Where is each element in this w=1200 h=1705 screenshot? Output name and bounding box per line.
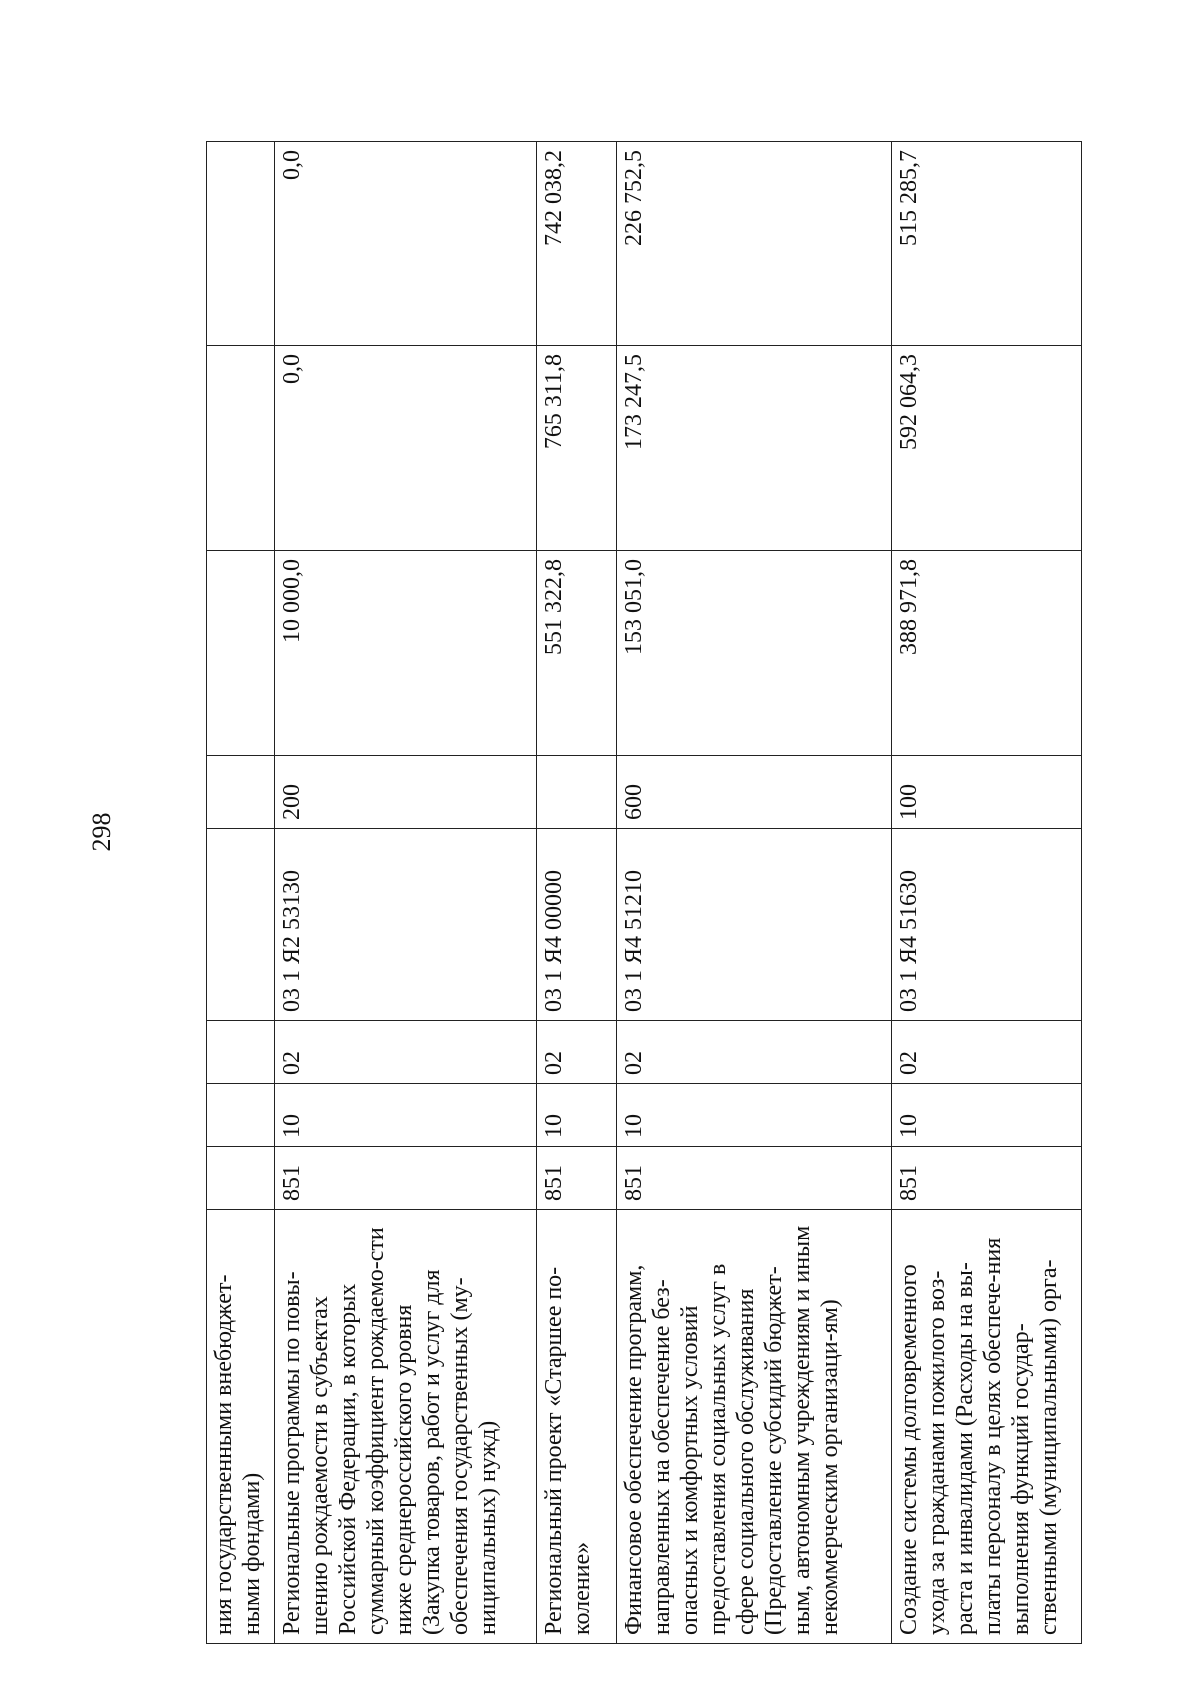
row-description: Создание системы долговременного ухода за гражданами пожилого воз-раста и инвалидами (Расходы на вы-платы персоналу в целях обеспече-ния выполнения функций государ-ственными (муниципальными) орга- [892, 1210, 1082, 1644]
amount-year-1: 388 971,8 [892, 551, 1082, 756]
row-description: ния государственными внебюджет-ными фондами) [207, 1210, 275, 1644]
budget-table [206, 141, 1082, 1644]
target-article-code: 03 1 Я4 51630 [892, 829, 1082, 1021]
row-description: Региональный проект «Старшее по-коление» [537, 1210, 617, 1644]
amount-year-2 [207, 346, 275, 551]
amount-year-3: 515 285,7 [892, 142, 1082, 346]
subsection-code: 02 [275, 1021, 537, 1084]
amount-year-2: 173 247,5 [617, 346, 892, 551]
amount-year-3: 226 752,5 [617, 142, 892, 346]
section-code: 10 [275, 1084, 537, 1147]
section-code: 10 [892, 1084, 1082, 1147]
section-code [207, 1084, 275, 1147]
target-article-code: 03 1 Я4 51210 [617, 829, 892, 1021]
row-description: Региональные программы по повы-шению рождаемости в субъектах Российской Федерации, в которых суммарный коэффициент рождаемо-сти ниже среднероссийского уровня (Закупка товаров, работ и услуг для обеспечения государственных (му-ниципальных) нужд) [275, 1210, 537, 1644]
amount-year-3: 742 038,2 [537, 142, 617, 346]
section-code: 10 [617, 1084, 892, 1147]
rotated-table-container [206, 142, 1081, 1644]
expense-type-code: 600 [617, 756, 892, 829]
target-article-code [207, 829, 275, 1021]
subsection-code: 02 [617, 1021, 892, 1084]
amount-year-1: 153 051,0 [617, 551, 892, 756]
row-description: Финансовое обеспечение программ, направленных на обеспечение без-опасных и комфортных условий предоставления социальных услуг в сфере социального обслуживания (Предоставление субсидий бюджет-ным, автономным учреждениям и иным некоммерческим организаци-ям) [617, 1210, 892, 1644]
expense-type-code: 200 [275, 756, 537, 829]
subsection-code: 02 [537, 1021, 617, 1084]
table-row [617, 142, 892, 1644]
ministry-code: 851 [275, 1147, 537, 1210]
ministry-code: 851 [617, 1147, 892, 1210]
expense-type-code [537, 756, 617, 829]
table-row [275, 142, 537, 1644]
ministry-code [207, 1147, 275, 1210]
amount-year-2: 765 311,8 [537, 346, 617, 551]
amount-year-1 [207, 551, 275, 756]
target-article-code: 03 1 Я4 00000 [537, 829, 617, 1021]
amount-year-2: 0,0 [275, 346, 537, 551]
table-row [207, 142, 275, 1644]
target-article-code: 03 1 Я2 53130 [275, 829, 537, 1021]
ministry-code: 851 [892, 1147, 1082, 1210]
expense-type-code [207, 756, 275, 829]
subsection-code [207, 1021, 275, 1084]
table-row [537, 142, 617, 1644]
subsection-code: 02 [892, 1021, 1082, 1084]
page-number: 298 [87, 812, 116, 852]
section-code: 10 [537, 1084, 617, 1147]
amount-year-3: 0,0 [275, 142, 537, 346]
ministry-code: 851 [537, 1147, 617, 1210]
amount-year-2: 592 064,3 [892, 346, 1082, 551]
expense-type-code: 100 [892, 756, 1082, 829]
amount-year-1: 10 000,0 [275, 551, 537, 756]
amount-year-3 [207, 142, 275, 346]
amount-year-1: 551 322,8 [537, 551, 617, 756]
table-row [892, 142, 1082, 1644]
